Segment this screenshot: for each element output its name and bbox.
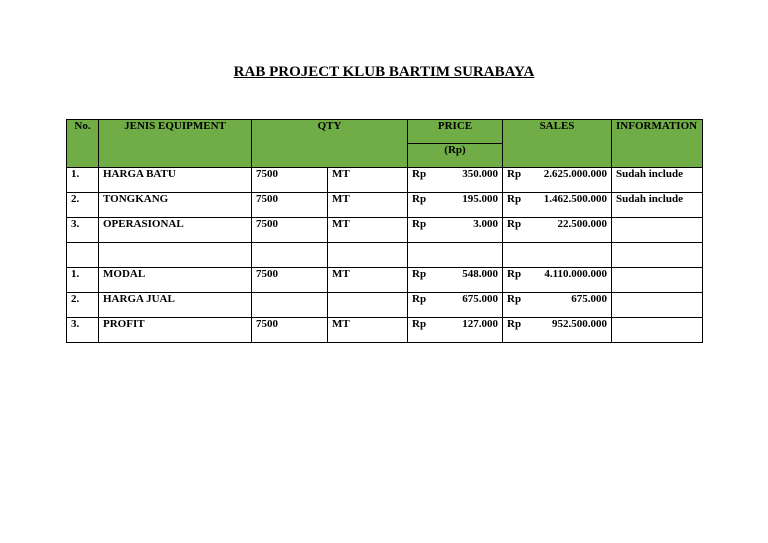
cell-price-currency: Rp	[408, 318, 436, 343]
cell-unit: MT	[328, 268, 408, 293]
header-sales: SALES	[503, 120, 612, 168]
cell-information	[612, 218, 703, 243]
cell-price: 675.000	[436, 293, 503, 318]
cell-no: 2.	[67, 193, 99, 218]
cell-qty	[252, 293, 328, 318]
cell-qty: 7500	[252, 268, 328, 293]
cell-no: 1.	[67, 168, 99, 193]
cell-sales-currency: Rp	[503, 218, 533, 243]
cell-qty: 7500	[252, 218, 328, 243]
table-row	[67, 168, 703, 193]
table-row	[67, 218, 703, 243]
cell-equipment	[99, 243, 252, 268]
header-information: INFORMATION	[612, 120, 703, 168]
cell-sales-currency: Rp	[503, 318, 533, 343]
cell-price: 548.000	[436, 268, 503, 293]
cell-sales: 675.000	[533, 293, 612, 318]
cell-equipment: PROFIT	[99, 318, 252, 343]
cell-sales: 952.500.000	[533, 318, 612, 343]
document-title: RAB PROJECT KLUB BARTIM SURABAYA	[233, 64, 535, 80]
cell-equipment: OPERASIONAL	[99, 218, 252, 243]
cell-sales-currency: Rp	[503, 168, 533, 193]
cell-price-currency: Rp	[408, 268, 436, 293]
cell-qty: 7500	[252, 193, 328, 218]
table-body	[67, 168, 703, 343]
table-row	[67, 318, 703, 343]
header-price: PRICE	[408, 120, 503, 144]
cell-unit: MT	[328, 218, 408, 243]
cell-unit: MT	[328, 168, 408, 193]
cell-price-currency: Rp	[408, 218, 436, 243]
header-qty: QTY	[252, 120, 408, 168]
cell-sales: 2.625.000.000	[533, 168, 612, 193]
cell-sales-currency	[503, 243, 533, 268]
cell-sales-currency: Rp	[503, 193, 533, 218]
rab-table	[66, 119, 703, 343]
cell-qty: 7500	[252, 168, 328, 193]
cell-equipment: HARGA BATU	[99, 168, 252, 193]
cell-no	[67, 243, 99, 268]
table-row	[67, 293, 703, 318]
cell-sales: 22.500.000	[533, 218, 612, 243]
cell-information	[612, 268, 703, 293]
cell-unit: MT	[328, 193, 408, 218]
cell-information: Sudah include	[612, 193, 703, 218]
cell-information	[612, 243, 703, 268]
cell-unit: MT	[328, 318, 408, 343]
cell-no: 3.	[67, 318, 99, 343]
cell-price	[436, 243, 503, 268]
cell-no: 1.	[67, 268, 99, 293]
cell-price-currency: Rp	[408, 168, 436, 193]
cell-no: 3.	[67, 218, 99, 243]
table-row	[67, 243, 703, 268]
table-row	[67, 193, 703, 218]
table-row	[67, 268, 703, 293]
cell-equipment: MODAL	[99, 268, 252, 293]
header-price-unit: (Rp)	[408, 144, 503, 168]
cell-equipment: HARGA JUAL	[99, 293, 252, 318]
cell-qty: 7500	[252, 318, 328, 343]
header-equipment: JENIS EQUIPMENT	[99, 120, 252, 168]
cell-information	[612, 318, 703, 343]
cell-sales-currency: Rp	[503, 293, 533, 318]
cell-information: Sudah include	[612, 168, 703, 193]
cell-price-currency: Rp	[408, 193, 436, 218]
cell-sales: 4.110.000.000	[533, 268, 612, 293]
cell-unit	[328, 243, 408, 268]
cell-no: 2.	[67, 293, 99, 318]
cell-price: 127.000	[436, 318, 503, 343]
cell-sales-currency: Rp	[503, 268, 533, 293]
cell-information	[612, 293, 703, 318]
header-no: No.	[67, 120, 99, 168]
cell-sales: 1.462.500.000	[533, 193, 612, 218]
cell-sales	[533, 243, 612, 268]
cell-price-currency: Rp	[408, 293, 436, 318]
cell-qty	[252, 243, 328, 268]
cell-unit	[328, 293, 408, 318]
cell-price: 3.000	[436, 218, 503, 243]
cell-price: 350.000	[436, 168, 503, 193]
cell-price-currency	[408, 243, 436, 268]
cell-price: 195.000	[436, 193, 503, 218]
cell-equipment: TONGKANG	[99, 193, 252, 218]
